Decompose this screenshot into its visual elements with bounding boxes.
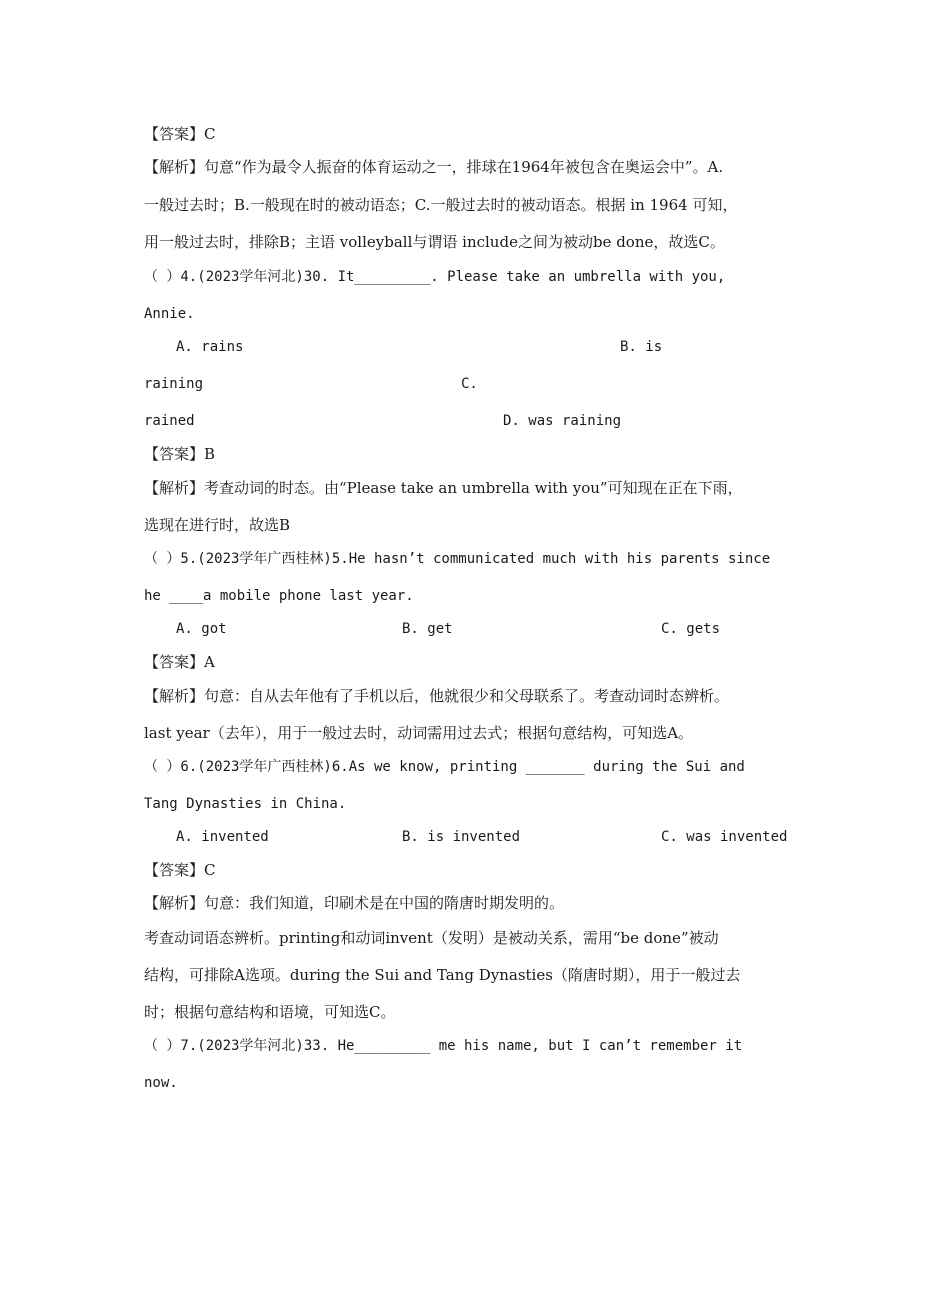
q6-option-a: A. invented xyxy=(176,829,269,845)
question-6-stem: （ ）6.(2023学年广西桂林)6.As we know, printing _______ during the Sui and xyxy=(144,759,745,775)
question-6-stem-cont: Tang Dynasties in China. xyxy=(144,796,347,812)
q6-option-c: C. was invented xyxy=(661,829,788,845)
analysis-q6-line4: 时；根据句意结构和语境，可知选C。 xyxy=(144,1003,396,1021)
q4-option-b-cont: raining xyxy=(144,376,204,392)
answer-q4: 【答案】B xyxy=(144,445,216,463)
question-4-stem-cont: Annie. xyxy=(144,306,195,322)
analysis-q5-line2: last year（去年），用于一般过去时，动词需用过去式；根据句意结构，可知选A。 xyxy=(144,724,694,742)
q5-option-c: C. gets xyxy=(661,621,721,637)
analysis-q4-line1: 【解析】考查动词的时态。由“Please take an umbrella with you”可知现在正在下雨， xyxy=(144,479,743,497)
analysis-q6-line3: 结构，可排除A选项。during the Sui and Tang Dynasties（隋唐时期），用于一般过去 xyxy=(144,966,741,984)
question-7-stem: （ ）7.(2023学年河北)33. He_________ me his name, but I can’t remember it xyxy=(144,1038,743,1054)
answer-q3: 【答案】C xyxy=(144,125,216,143)
analysis-q5-line1: 【解析】句意：自从去年他有了手机以后，他就很少和父母联系了。考查动词时态辨析。 xyxy=(144,687,730,705)
q5-option-b: B. get xyxy=(402,621,453,637)
analysis-q4-line2: 选现在进行时，故选B xyxy=(144,516,291,534)
analysis-q6-line1: 【解析】句意：我们知道，印刷术是在中国的隋唐时期发明的。 xyxy=(144,894,565,912)
question-4-stem: （ ）4.(2023学年河北)30. It_________. Please take an umbrella with you, xyxy=(144,269,726,285)
analysis-q3-line1: 【解析】句意“作为最令人振奋的体育运动之一，排球在1964年被包含在奥运会中”。A. xyxy=(144,158,724,176)
q4-option-c-cont: rained xyxy=(144,413,195,429)
question-7-stem-cont: now. xyxy=(144,1075,178,1091)
q4-option-c: C. xyxy=(461,376,478,392)
analysis-q3-line2: 一般过去时；B.一般现在时的被动语态；C.一般过去时的被动语态。根据 in 1964 可知， xyxy=(144,196,738,214)
answer-q5: 【答案】A xyxy=(144,653,215,671)
q6-option-b: B. is invented xyxy=(402,829,521,845)
analysis-q6-line2: 考查动词语态辨析。printing和动词invent（发明）是被动关系，需用“be done”被动 xyxy=(144,929,719,947)
question-5-stem: （ ）5.(2023学年广西桂林)5.He hasn’t communicated much with his parents since xyxy=(144,551,771,567)
q4-option-a: A. rains xyxy=(176,339,244,355)
analysis-q3-line3: 用一般过去时，排除B；主语 volleyball与谓语 include之间为被动be done，故选C。 xyxy=(144,233,725,251)
q4-option-d: D. was raining xyxy=(503,413,622,429)
q5-option-a: A. got xyxy=(176,621,227,637)
question-5-stem-cont: he ____a mobile phone last year. xyxy=(144,588,414,604)
answer-q6: 【答案】C xyxy=(144,861,216,879)
q4-option-b: B. is xyxy=(620,339,663,355)
